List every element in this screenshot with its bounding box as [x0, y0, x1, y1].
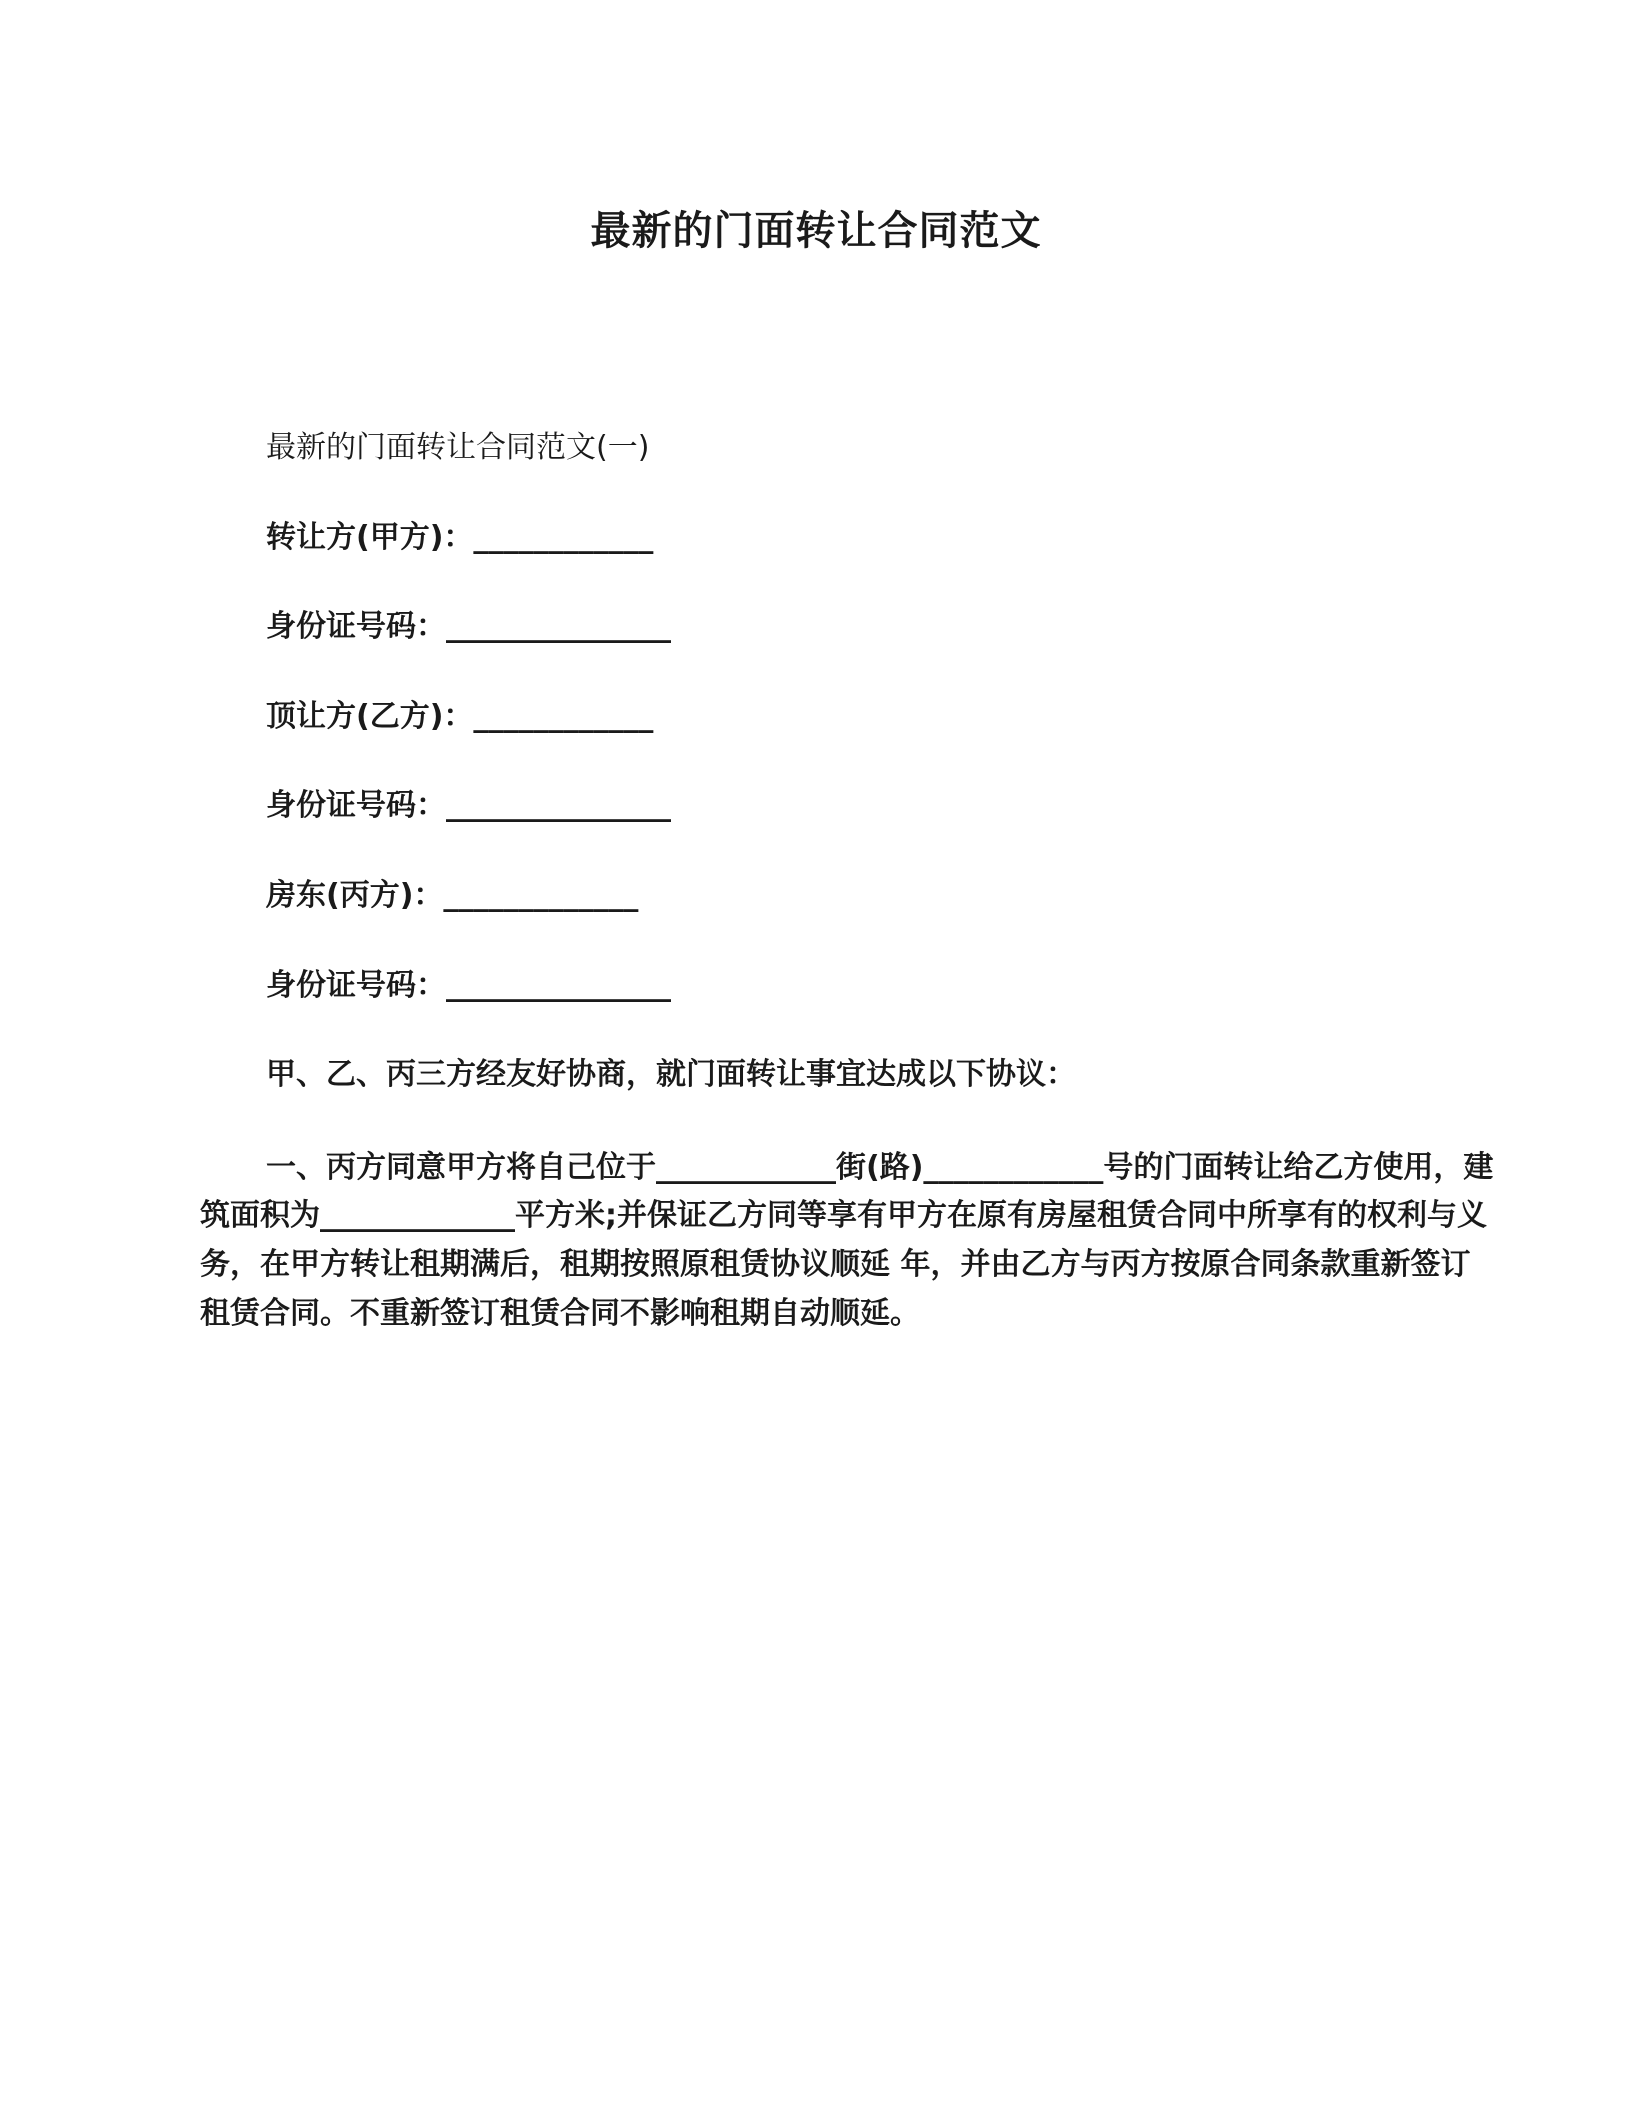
page-title: 最新的门面转让合同范文 [590, 208, 1042, 254]
field-transferee: 顶让方(乙方)：____________ [266, 698, 654, 734]
clause-one: 一、丙方同意甲方将自己位于____________街(路)____________号的门面转让给乙方使用，建筑面积为_____________平方米;并保证乙方同等享有甲方在原有房屋租赁合同中所享有的权利与义务，在甲方转让租期满后，租期按照原租赁协议顺延 年，并由乙方与丙方按原合同条款重新签订租赁合同。不重新签订租赁合同不影响租期自动顺延。 [200, 1149, 1494, 1331]
field-transferor-id: 身份证号码：_______________ [266, 609, 671, 645]
field-landlord-id: 身份证号码：_______________ [266, 967, 671, 1003]
agreement-intro: 甲、乙、丙三方经友好协商，就门面转让事宜达成以下协议： [266, 1057, 1076, 1093]
field-landlord: 房东(丙方)：_____________ [266, 877, 639, 913]
field-transferee-id: 身份证号码：_______________ [266, 788, 671, 824]
section-heading: 最新的门面转让合同范文(一) [266, 430, 650, 465]
document-body [0, 427, 1632, 1338]
field-transferor: 转让方(甲方)：____________ [266, 519, 654, 555]
